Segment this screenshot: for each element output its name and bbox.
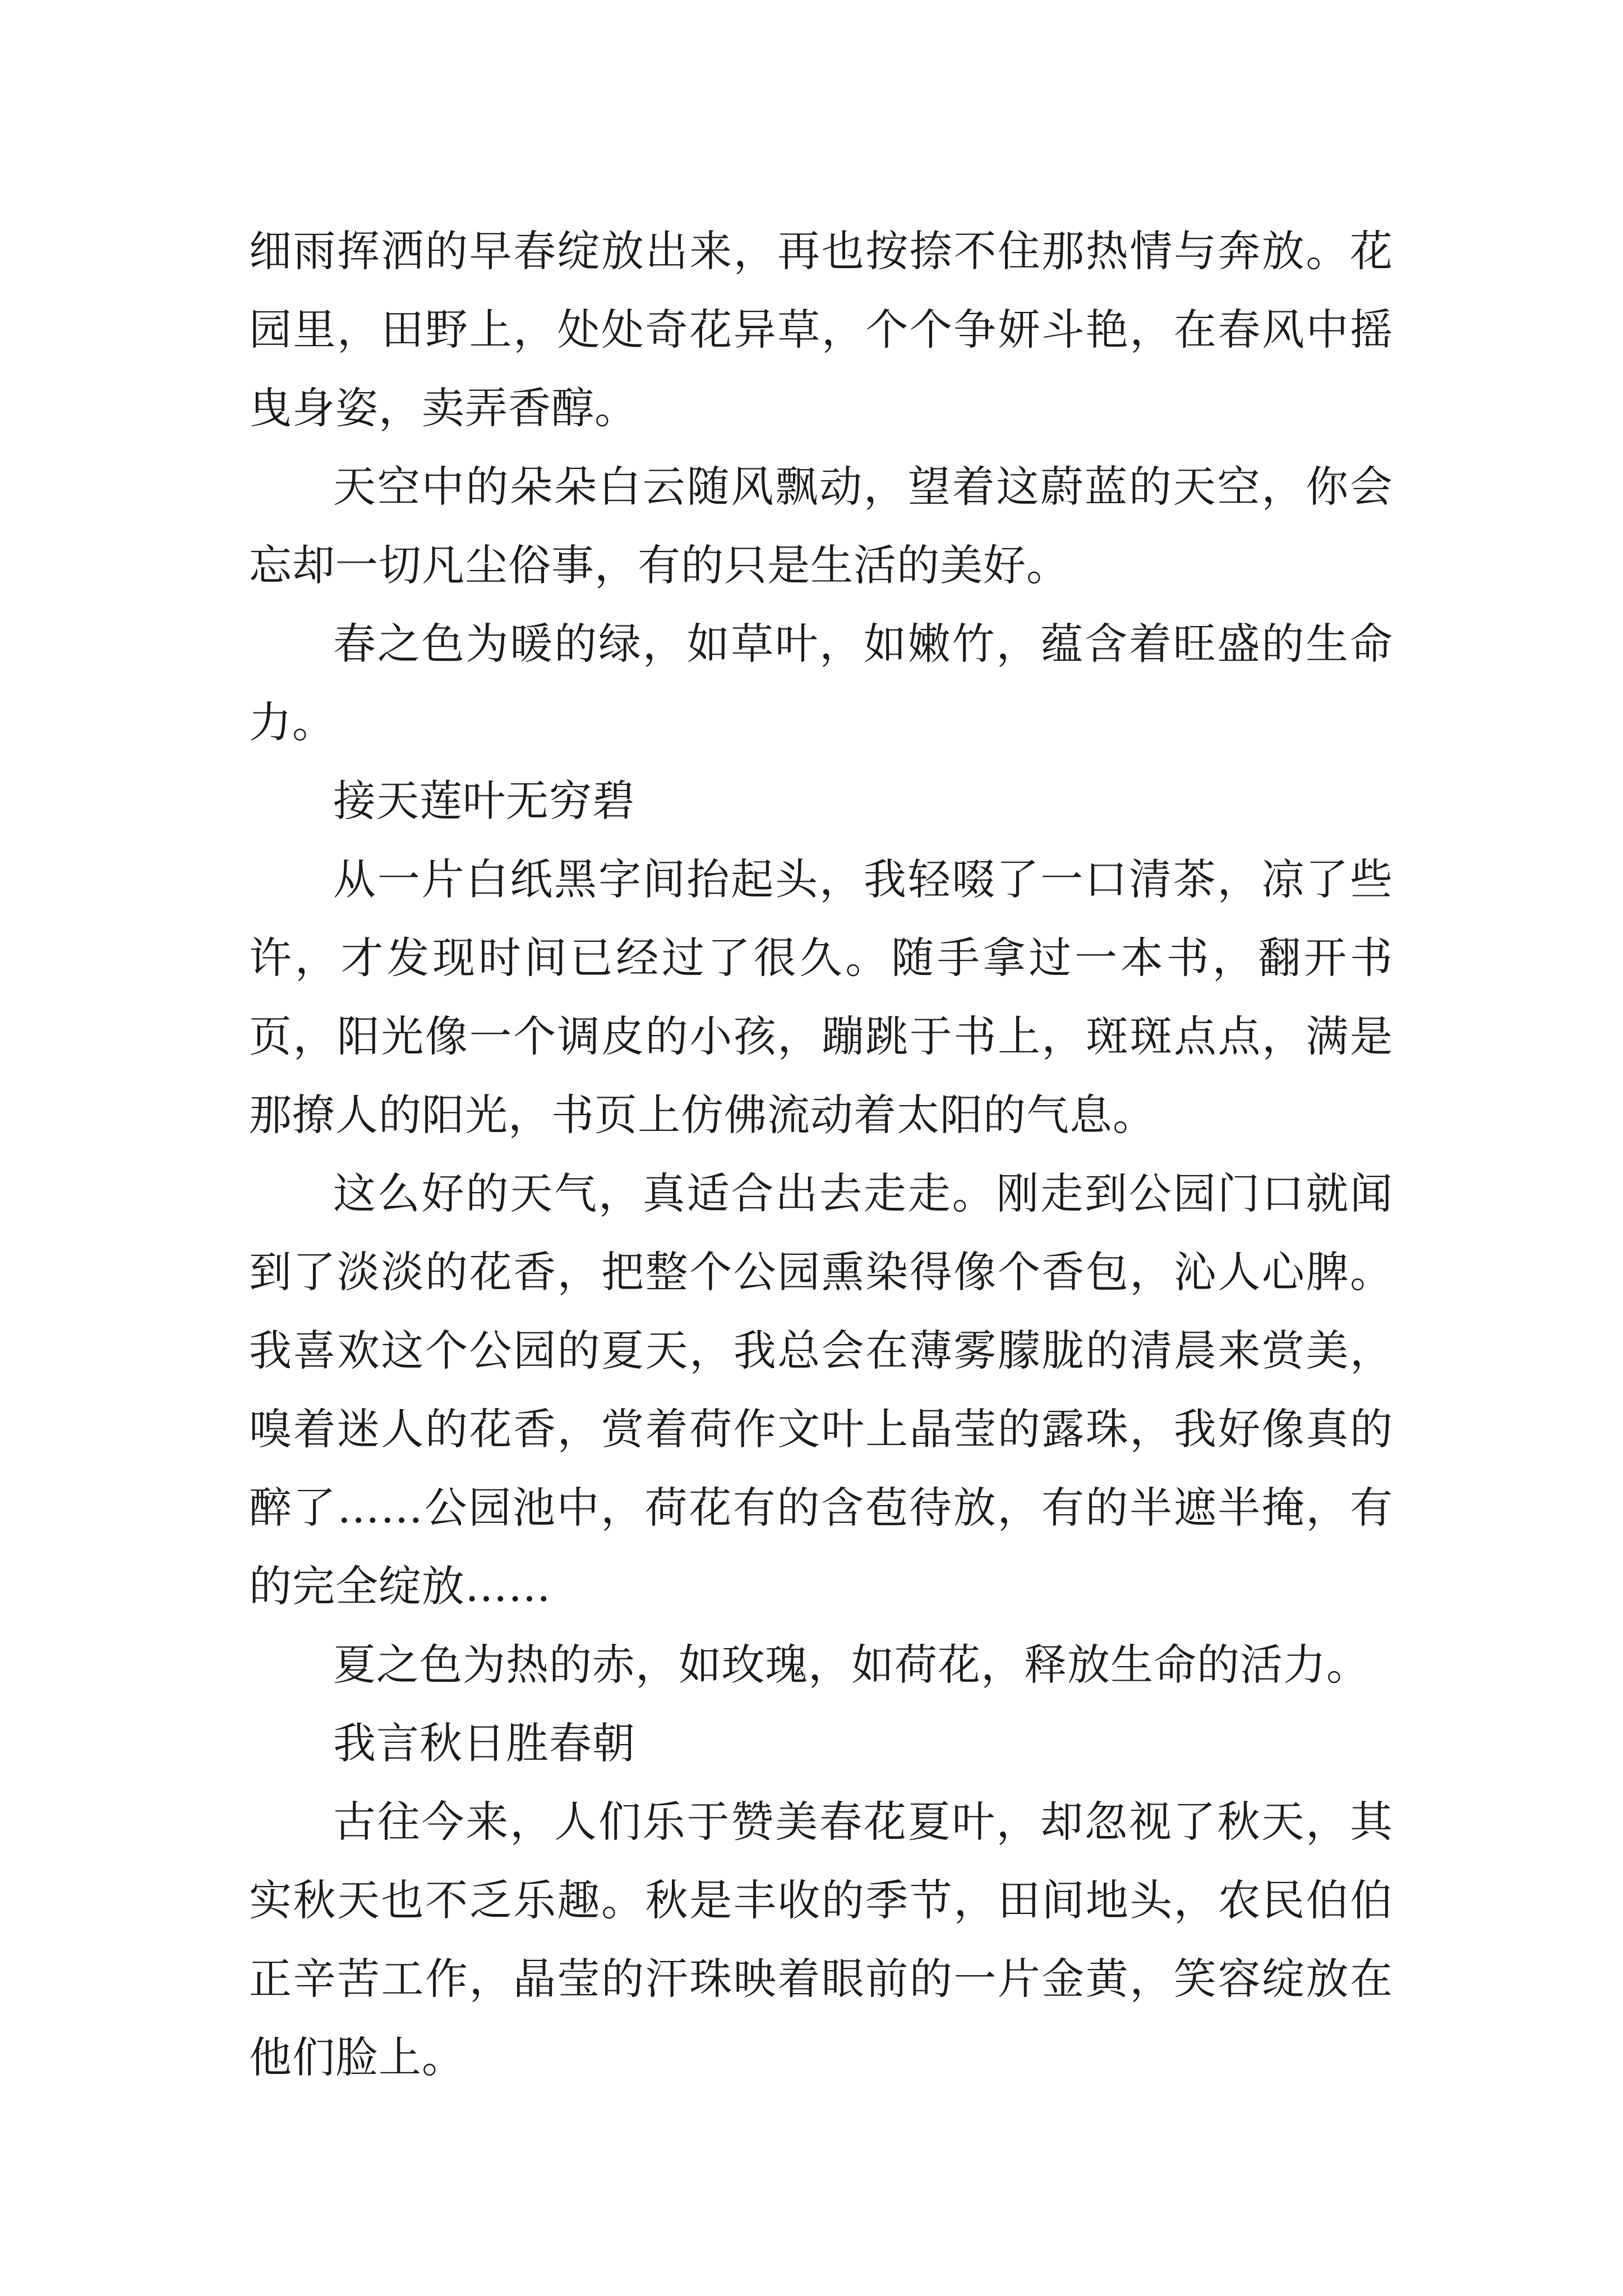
paragraph-spring-flowers: 细雨挥洒的早春绽放出来，再也按捺不住那热情与奔放。花园里，田野上，处处奇花异草，个个争妍斗艳，在春风中摇曳身姿，卖弄香醇。 <box>249 226 1393 433</box>
section-heading-summer: 接天莲叶无穷碧 <box>333 776 635 826</box>
paragraph-sky-clouds: 天空中的朵朵白云随风飘动，望着这蔚蓝的天空，你会忘却一切凡尘俗事，有的只是生活的美好。 <box>249 462 1393 590</box>
document-body <box>249 212 1393 2097</box>
paragraph-summer-color: 夏之色为热的赤，如玫瑰，如荷花，释放生命的活力。 <box>333 1640 1370 1690</box>
section-heading-autumn: 我言秋日胜春朝 <box>333 1718 635 1768</box>
paragraph-spring-color: 春之色为暖的绿，如草叶，如嫩竹，蕴含着旺盛的生命力。 <box>249 619 1393 747</box>
paragraph-park-lotus: 这么好的天气，真适合出去走走。刚走到公园门口就闻到了淡淡的花香，把整个公园熏染得像个香包，沁人心脾。我喜欢这个公园的夏天，我总会在薄雾朦胧的清晨来赏美，嗅着迷人的花香，赏着荷作文叶上晶莹的露珠，我好像真的醉了……公园池中，荷花有的含苞待放，有的半遮半掩，有的完全绽放…… <box>249 1168 1393 1611</box>
paragraph-autumn-harvest: 古往今来，人们乐于赞美春花夏叶，却忽视了秋天，其实秋天也不乏乐趣。秋是丰收的季节，田间地头，农民伯伯正辛苦工作，晶莹的汗珠映着眼前的一片金黄，笑容绽放在他们脸上。 <box>249 1797 1393 2082</box>
paragraph-reading-sunlight: 从一片白纸黑字间抬起头，我轻啜了一口清茶，凉了些许，才发现时间已经过了很久。随手拿过一本书，翻开书页，阳光像一个调皮的小孩，蹦跳于书上，斑斑点点，满是那撩人的阳光，书页上仿佛流动着太阳的气息。 <box>249 854 1393 1140</box>
